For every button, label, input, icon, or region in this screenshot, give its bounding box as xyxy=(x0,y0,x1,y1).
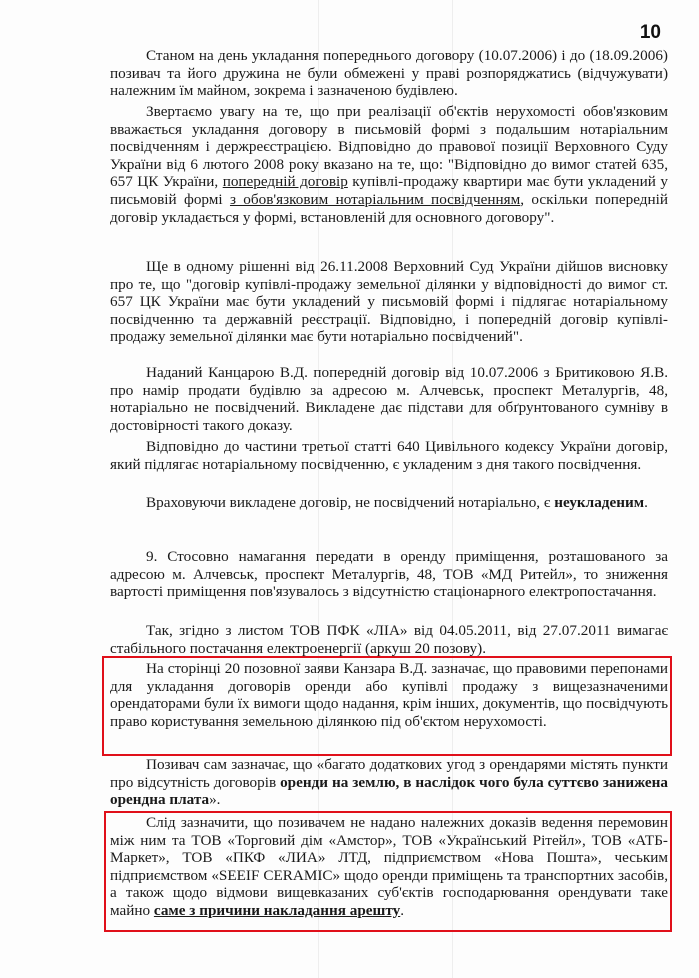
page-number: 10 xyxy=(639,22,661,43)
paragraph-6: Враховуючи викладене договір, не посвідчений нотаріально, є неукладеним. xyxy=(146,494,648,511)
paragraph-7: 9. Стосовно намагання передати в оренду приміщення, розташованого за адресою м. Алчевськ, проспект Металургів, 48, ТОВ «МД Ритейл», то зниження вартості приміщення пов'язувалось з відсутністю стаціонарного електропостачання. xyxy=(110,548,668,601)
bold-phrase: неукладеним xyxy=(554,494,645,511)
paragraph-3: Ще в одному рішенні від 26.11.2008 Верховний Суд України дійшов висновку про те, що "договір купівлі-продажу земельної ділянки у відповідності до вимог ст. 657 ЦК України має бути укладений у письмовій формі і підлягає нотаріальному посвідченню та державній реєстрації. Відповідно, і попередній договір купівлі-продажу земельної ділянки має бути нотаріально посвідчений". xyxy=(110,258,668,346)
underlined-phrase: з обов'язковим нотаріальним посвідченням xyxy=(229,190,521,208)
paragraph-4: Наданий Канцарою В.Д. попередній договір від 10.07.2006 з Бритиковою Я.В. про намір продати будівлю за адресою м. Алчевськ, проспект Металургів, 48, нотаріально не посвідчений. Викладене дає підстави для обґрунтованого сумніву в достовірності такого доказу. xyxy=(110,364,668,434)
paragraph-1: Станом на день укладання попереднього договору (10.07.2006) і до (18.09.2006) позивач та його дружина не були обмежені у праві розпоряджатись (відчужувати) належним їм майном, зокрема і зазначеною будівлею. xyxy=(110,47,668,100)
paragraph-10: Позивач сам зазначає, що «багато додаткових угод з орендарями містять пункти про відсутність договорів оренди на землю, в наслідок чого була суттєво занижена орендна плата». xyxy=(110,756,668,809)
bold-underlined-phrase: саме з причини накладання арешту xyxy=(153,901,401,919)
paragraph-2: Звертаємо увагу на те, що при реалізації об'єктів нерухомості обов'язковим вважається укладання договору в письмовій формі з подальшим нотаріальним посвідченням і держреєстрацією. Відповідно до правової позиції Верховного Суду України від 6 лютого 2008 року вказано на те, що: "Відповідно до вимог статей 635, 657 ЦК України, попередній договір купівлі-продажу квартири має бути укладений у письмовій формі з обов'язковим нотаріальним посвідченням, оскільки попередній договір укладається у формі, встановленій для основного договору". xyxy=(110,103,668,226)
bold-phrase: оренди на землю, в наслідок чого була суттєво занижена орендна плата xyxy=(110,773,668,809)
paragraph-11: Слід зазначити, що позивачем не надано належних доказів ведення перемовин між ним та ТОВ «Торговий дім «Амстор», ТОВ «Український Рітейл», ТОВ «АТБ-Маркет», ТОВ «ПКФ «ЛИА» ЛТД, підприємством «Нова Пошта», чеським підприємством «SEEIF CERAMIC» щодо оренди приміщень та транспортних засобів, а також щодо відмови вищевказаних суб'єктів господарювання орендувати таке майно саме з причини накладання арешту. xyxy=(110,814,668,919)
paragraph-9: На сторінці 20 позовної заяви Канзара В.Д. зазначає, що правовими перепонами для укладання договорів оренди або купівлі продажу з вищезазначеними орендаторами були їх вимоги щодо надання, крім інших, документів, що посвідчують право користування земельною ділянкою під об'єктом нерухомості. xyxy=(110,660,668,730)
paragraph-8: Так, згідно з листом ТОВ ПФК «ЛІА» від 04.05.2011, від 27.07.2011 вимагає стабільного постачання електроенергії (аркуш 20 позову). xyxy=(110,622,668,657)
underlined-phrase: попередній договір xyxy=(222,173,348,191)
paragraph-5: Відповідно до частини третьої статті 640 Цивільного кодексу України договір, який підлягає нотаріальному посвідченню, є укладеним з дня такого посвідчення. xyxy=(110,438,668,473)
